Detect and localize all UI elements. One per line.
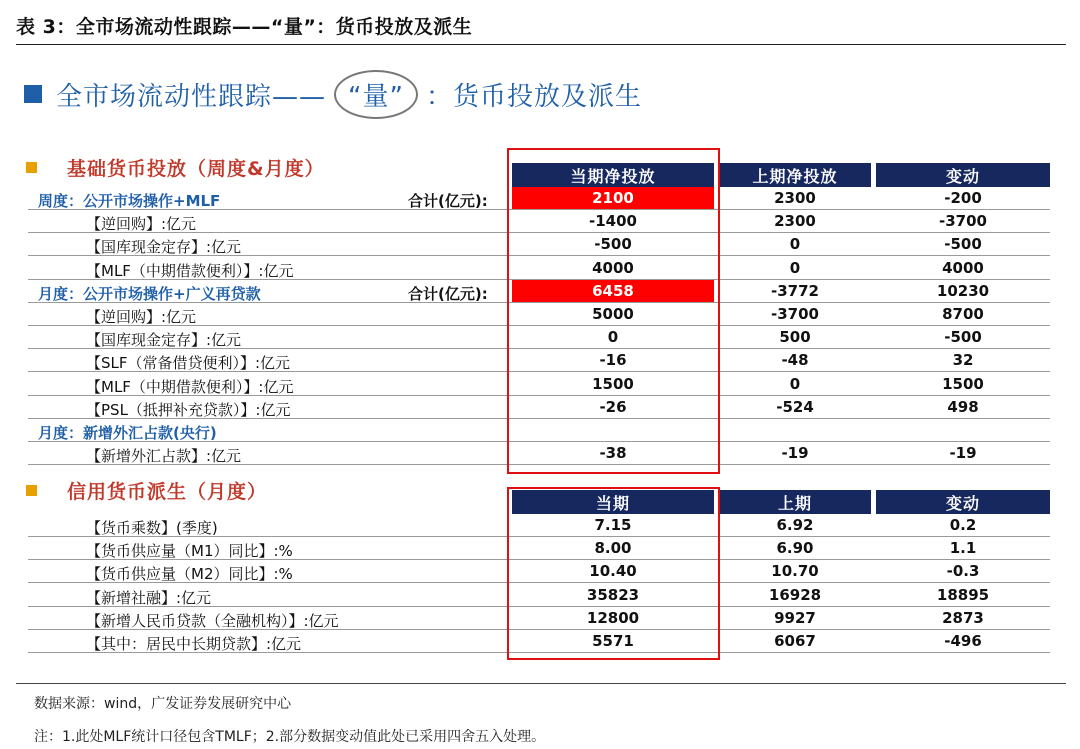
change-value: 1500 <box>942 374 984 393</box>
row-label: 【国库现金定存】:亿元 <box>86 238 242 257</box>
current-value: -500 <box>594 235 632 254</box>
current-value: -1400 <box>589 212 637 231</box>
row-label: 月度：公开市场操作+广义再贷款 <box>38 284 261 303</box>
banner-square-icon <box>24 85 42 103</box>
credit-header-change: 变动 <box>876 490 1050 514</box>
previous-value: -48 <box>781 351 809 370</box>
credit-header-current: 当期 <box>512 490 714 514</box>
previous-value: -3772 <box>771 281 819 300</box>
change-value <box>876 419 1050 441</box>
change-value: 498 <box>947 397 979 416</box>
previous-value: 0 <box>789 374 801 393</box>
banner-title-before: 全市场流动性跟踪—— <box>56 81 327 112</box>
table-caption: 表 3：全市场流动性跟踪——“量”：货币投放及派生 <box>16 16 473 38</box>
row-label: 【SLF（常备借贷便利）】:亿元 <box>86 354 291 373</box>
current-value: 10.40 <box>589 562 637 581</box>
change-value: -19 <box>949 444 977 463</box>
current-value: -38 <box>599 444 627 463</box>
previous-value: -524 <box>776 397 814 416</box>
previous-value: 0 <box>789 235 801 254</box>
current-value: -26 <box>599 397 627 416</box>
footnote: 注：1.此处MLF统计口径包含TMLF；2.部分数据变动值此处已采用四舍五入处理。 <box>34 729 546 745</box>
row-label: 【新增外汇占款】:亿元 <box>86 447 242 466</box>
bottom-rule <box>16 683 1066 684</box>
current-value: 0 <box>607 328 619 347</box>
previous-value: 6.90 <box>776 539 814 558</box>
highlight-box-base <box>507 148 720 474</box>
credit-header-previous: 上期 <box>719 490 871 514</box>
current-value: 5571 <box>592 632 634 650</box>
previous-value <box>719 419 871 441</box>
row-label: 【货币乘数】(季度) <box>86 519 218 537</box>
change-value: -500 <box>944 328 982 347</box>
current-value: 35823 <box>586 585 640 604</box>
change-value: 18895 <box>936 585 990 604</box>
row-label: 【货币供应量（M1）同比】:% <box>86 542 293 561</box>
change-value: -200 <box>944 189 982 207</box>
current-value: 8.00 <box>594 539 632 558</box>
current-value: 6458 <box>512 280 714 302</box>
highlight-box-credit <box>507 487 720 660</box>
banner-title-quote: “量” <box>334 70 418 119</box>
previous-value: 6067 <box>774 632 816 650</box>
current-value: 4000 <box>592 258 634 277</box>
change-value: 1.1 <box>949 539 977 558</box>
current-value: 2100 <box>512 187 714 209</box>
change-value: 32 <box>952 351 974 370</box>
current-value: 1500 <box>592 374 634 393</box>
previous-value: 2300 <box>774 189 816 207</box>
previous-value: 2300 <box>774 212 816 231</box>
banner-title-after: ：货币投放及派生 <box>425 81 642 112</box>
top-rule <box>16 44 1066 45</box>
change-value: 10230 <box>936 281 990 300</box>
change-value: 8700 <box>942 305 984 323</box>
current-value: 12800 <box>586 608 640 627</box>
current-value: 5000 <box>592 305 634 323</box>
data-source: 数据来源：wind，广发证券发展研究中心 <box>34 696 292 712</box>
current-value: -16 <box>599 351 627 370</box>
row-label: 【货币供应量（M2）同比】:% <box>86 565 293 584</box>
row-label: 【MLF（中期借款便利）】:亿元 <box>86 261 294 280</box>
credit-section-title-text: 信用货币派生（月度） <box>67 481 268 503</box>
change-value: 0.2 <box>949 516 977 534</box>
row-label: 【新增社融】:亿元 <box>86 588 212 607</box>
row-label: 【新增人民币贷款（全融机构）】:亿元 <box>86 611 339 630</box>
base-section-title <box>26 154 325 181</box>
previous-value: 16928 <box>768 585 822 604</box>
credit-section-title <box>26 477 267 504</box>
change-value: 2873 <box>942 608 984 627</box>
change-value: -500 <box>944 235 982 254</box>
previous-value: 10.70 <box>771 562 819 581</box>
base-header-change: 变动 <box>876 163 1050 187</box>
current-value: 7.15 <box>594 516 632 534</box>
change-value: -0.3 <box>946 562 980 581</box>
section-bullet-icon <box>26 485 37 496</box>
row-label: 月度：新增外汇占款(央行) <box>38 424 217 442</box>
previous-value: 6.92 <box>776 516 814 534</box>
change-value: -496 <box>944 632 982 650</box>
change-value: -3700 <box>939 212 987 231</box>
previous-value: -19 <box>781 444 809 463</box>
row-label: 周度：公开市场操作+MLF <box>38 192 221 210</box>
base-section-title-text: 基础货币投放（周度&月度） <box>67 158 325 180</box>
previous-value: -3700 <box>771 305 819 323</box>
row-sum-label: 合计(亿元): <box>408 192 488 210</box>
section-banner <box>24 66 642 122</box>
row-sum-label: 合计(亿元): <box>408 284 488 303</box>
row-label: 【PSL（抵押补充贷款）】:亿元 <box>86 400 291 419</box>
section-bullet-icon <box>26 162 37 173</box>
row-label: 【其中：居民中长期贷款】:亿元 <box>86 635 302 653</box>
previous-value: 0 <box>789 258 801 277</box>
row-label: 【逆回购】:亿元 <box>86 215 197 234</box>
previous-value: 9927 <box>774 608 816 627</box>
change-value: 4000 <box>942 258 984 277</box>
banner-title <box>56 70 642 119</box>
base-header-previous: 上期净投放 <box>719 163 871 187</box>
previous-value: 500 <box>779 328 811 347</box>
row-label: 【MLF（中期借款便利）】:亿元 <box>86 377 294 396</box>
row-label: 【国库现金定存】:亿元 <box>86 331 242 350</box>
row-label: 【逆回购】:亿元 <box>86 308 197 326</box>
base-header-current: 当期净投放 <box>512 163 714 187</box>
